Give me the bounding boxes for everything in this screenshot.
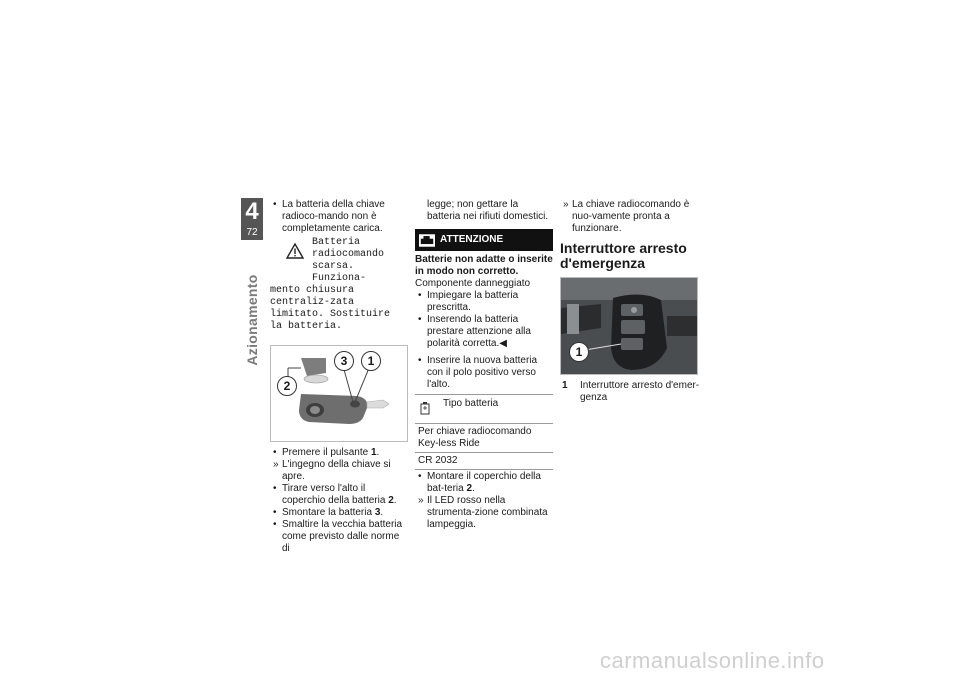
legend-number: 1 [562, 380, 568, 391]
table-title: Tipo batteria [443, 398, 499, 409]
attention-subtitle: Componente danneggiato [415, 278, 531, 289]
chapter-number: 4 [241, 198, 263, 226]
table-title-row [415, 394, 553, 423]
legend [560, 380, 700, 404]
callout-1 [361, 351, 381, 371]
warning-line-2: scarsa. Funziona- [312, 261, 367, 284]
battery-type-table [415, 394, 553, 470]
step-item: • Smaltire la vecchia batteria come previsto dalle norme di [273, 519, 403, 554]
callout-2 [277, 376, 297, 396]
bullet-text: La batteria della chiave radioco-mando non è completamente carica. [282, 199, 385, 234]
battery-icon [419, 401, 431, 415]
step-item: » L'ingegno della chiave si apre. [273, 459, 391, 482]
attention-car-icon [419, 234, 435, 247]
attention-item: • Inserendo la batteria prestare attenzione alla polarità corretta.◀ [418, 314, 531, 349]
table-cell: Per chiave radiocomando Key-less Ride [415, 424, 553, 453]
callout-1 [569, 342, 589, 362]
attention-item: • Impiegare la batteria prescritta. [418, 290, 519, 313]
continued-text: legge; non gettare la batteria nei rifiuti domestici. [427, 199, 549, 222]
warning-block [270, 237, 408, 333]
attention-heading: Batterie non adatte o inserite in modo non corretto. [415, 254, 553, 277]
callout-label: 3 [340, 354, 348, 368]
step-item: • Tirare verso l'alto il coperchio della batteria 2. [273, 483, 397, 506]
callout-label: 1 [367, 354, 375, 368]
step-item: » Il LED rosso nella strumenta-zione combinata lampeggia. [418, 495, 548, 530]
page-number: 72 [241, 226, 263, 240]
table-cell: CR 2032 [415, 453, 553, 470]
column-3 [560, 199, 700, 404]
handlebar-switch-photo [560, 277, 698, 375]
callout-3 [334, 351, 354, 371]
column-2 [415, 199, 553, 531]
attention-label: ATTENZIONE [440, 234, 504, 245]
bullet-item: • La batteria della chiave radioco-mando non è completamente carica. [273, 199, 385, 234]
column-1 [270, 199, 408, 555]
watermark: carmanualsonline.info [600, 648, 825, 673]
insert-step: • Inserire la nuova batteria con il polo positivo verso l'alto. [418, 355, 538, 390]
step-item: • Smontare la batteria 3. [273, 507, 384, 518]
warning-text: mento chiusura centraliz-zata limitato. Sostituire la batteria. [270, 285, 391, 332]
attention-bar [415, 229, 553, 251]
step-item: • Montare il coperchio della bat-teria 2. [418, 471, 541, 494]
callout-label: 2 [283, 379, 291, 393]
battery-table [415, 423, 553, 470]
result-item: » La chiave radiocomando è nuo-vamente pronta a funzionare. [563, 199, 690, 234]
steps-list [270, 447, 408, 555]
section-heading: Interruttore arresto d'emergenza [560, 240, 687, 271]
callout-label: 1 [575, 345, 583, 359]
warning-triangle-icon [286, 243, 304, 259]
legend-text: Interruttore arresto d'emer-genza [580, 380, 700, 403]
chapter-title: Azionamento [244, 274, 260, 366]
warning-line-1: Batteria radiocomando [312, 237, 385, 260]
step-item: • Premere il pulsante 1. [273, 447, 380, 458]
key-battery-figure [270, 345, 408, 442]
